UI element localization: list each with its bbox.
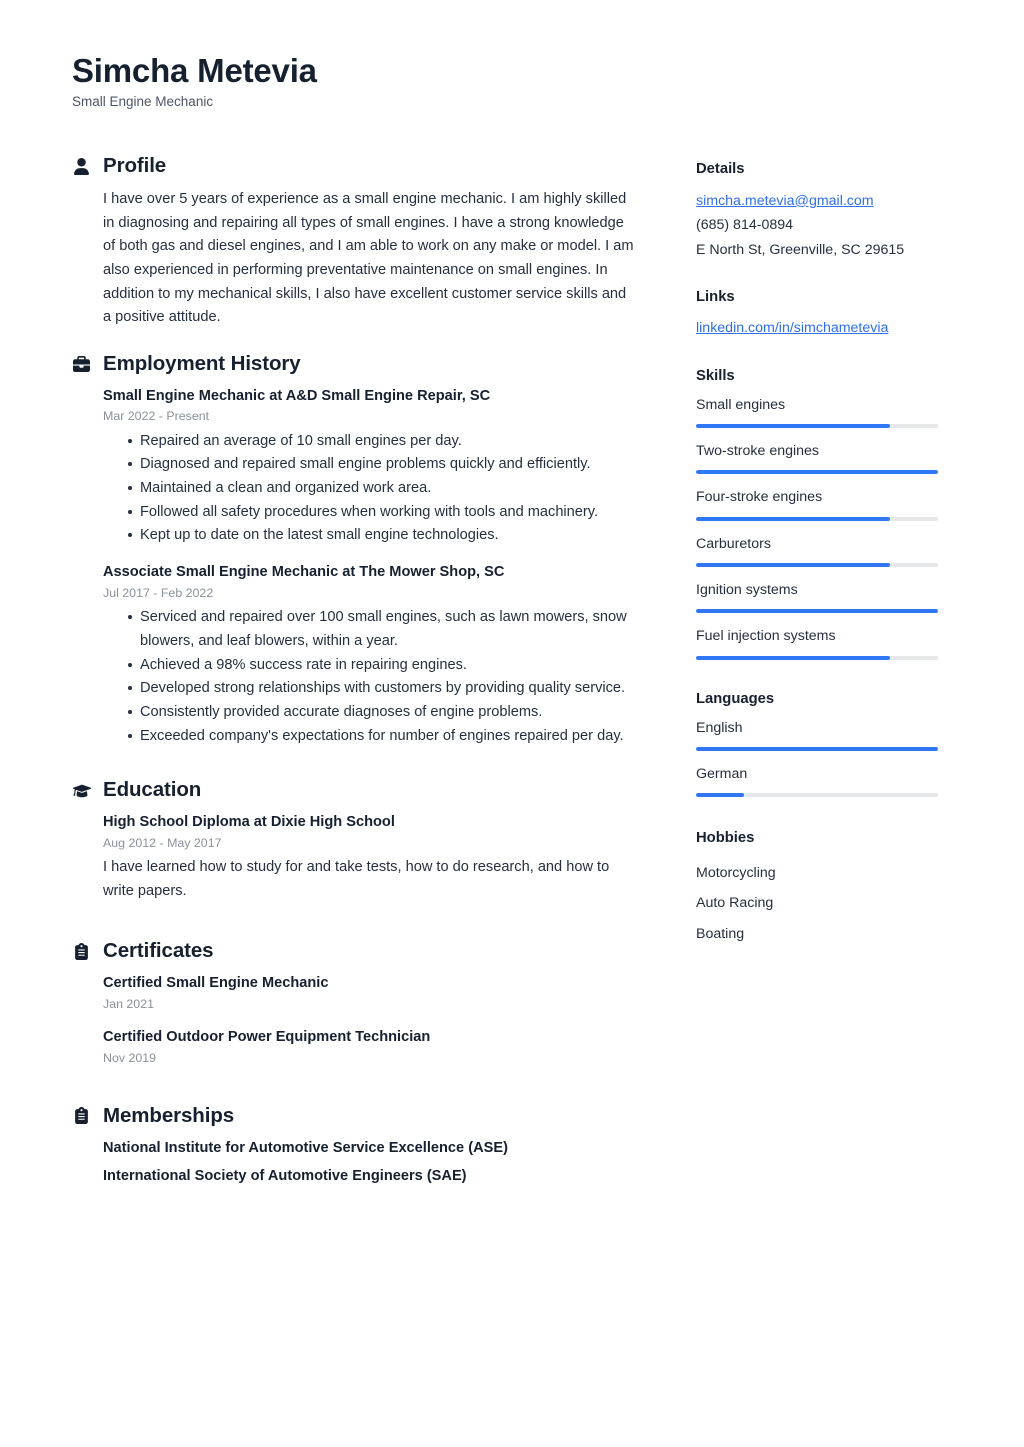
hobby-item: Auto Racing: [696, 895, 774, 912]
skill-fill: [696, 609, 938, 613]
profile-text: I have over 5 years of experience as a small engine mechanic. I am highly skilled in diagnosing and repairing all types of small engines. I have a strong knowledge of both gas and diesel engines, and I am able to work on any make or model. I am also experienced in performing preventative maintenance on small engines. In addition to my mechanical skills, I also have excellent customer service skills and a positive attitude.: [103, 191, 634, 326]
sidebar-block-languages: [696, 690, 964, 798]
skill-item: [696, 626, 964, 659]
employment-entry: [103, 386, 638, 549]
page-title: Simcha Metevia: [72, 52, 317, 89]
skill-track: [696, 563, 938, 567]
entry-title: Associate Small Engine Mechanic at The Mower Shop, SC: [103, 564, 505, 581]
skill-label: Ignition systems: [696, 582, 798, 599]
section-body: [72, 973, 638, 1068]
list-item: Achieved a 98% success rate in repairing engines.: [128, 654, 638, 678]
clipboard-icon: [72, 943, 91, 960]
list-item: Consistently provided accurate diagnoses of engine problems.: [128, 701, 638, 725]
hobby-item: Motorcycling: [696, 864, 776, 881]
language-fill: [696, 793, 744, 797]
language-fill: [696, 747, 938, 751]
skill-track: [696, 656, 938, 660]
skill-item: [696, 441, 964, 474]
entry-date: Mar 2022 - Present: [103, 409, 210, 424]
section-education: [72, 778, 638, 903]
sidebar-block-links: [696, 288, 964, 341]
skill-label: Fuel injection systems: [696, 628, 836, 645]
list-item: Diagnosed and repaired small engine problems quickly and efficiently.: [128, 453, 638, 477]
skill-fill: [696, 563, 890, 567]
phone-number: (685) 814-0894: [696, 217, 794, 234]
clipboard-icon: [72, 1107, 91, 1124]
graduation-cap-icon: [72, 782, 91, 800]
list-item: Kept up to date on the latest small engine technologies.: [128, 524, 638, 548]
skill-label: Small engines: [696, 396, 786, 413]
sidebar-block-skills: [696, 367, 964, 660]
section-header: [72, 939, 638, 964]
section-title: Memberships: [103, 1103, 235, 1127]
certificate-entry: [103, 1027, 638, 1067]
employment-entry: [103, 562, 638, 748]
section-profile: [72, 154, 638, 329]
sidebar-title: Languages: [696, 690, 775, 707]
sidebar-block-hobbies: [696, 829, 964, 949]
sidebar-column: [696, 154, 964, 975]
entry-bullets: [103, 430, 638, 548]
skill-fill: [696, 470, 938, 474]
section-memberships: [72, 1104, 638, 1188]
language-track: [696, 793, 938, 797]
sidebar-title: Details: [696, 161, 745, 178]
entry-title: Small Engine Mechanic at A&D Small Engine Repair, SC: [103, 387, 491, 404]
section-title: Profile: [103, 154, 167, 178]
education-entry: [103, 812, 638, 904]
skill-label: Two-stroke engines: [696, 443, 820, 460]
sidebar-title: Skills: [696, 367, 735, 384]
language-label: English: [696, 719, 743, 736]
skill-item: [696, 487, 964, 520]
resume-header: [72, 52, 952, 110]
skill-track: [696, 517, 938, 521]
job-title: Small Engine Mechanic: [72, 93, 214, 109]
skill-fill: [696, 656, 890, 660]
sidebar-title: Hobbies: [696, 830, 755, 847]
section-title: Employment History: [103, 351, 301, 375]
list-item: Followed all safety procedures when working with tools and machinery.: [128, 501, 638, 525]
main-column: [72, 154, 662, 1209]
skill-item: [696, 395, 964, 428]
section-header: [72, 352, 638, 377]
language-item: [696, 718, 964, 751]
skill-label: Carburetors: [696, 535, 771, 552]
section-title: Education: [103, 778, 202, 802]
section-title: Certificates: [103, 939, 214, 963]
entry-date: Jan 2021: [103, 996, 154, 1011]
hobby-item: Boating: [696, 925, 745, 942]
entry-bullets: [103, 606, 638, 748]
entry-date: Nov 2019: [103, 1051, 157, 1066]
membership-item: International Society of Automotive Engineers (SAE): [103, 1167, 467, 1184]
entry-date: Jul 2017 - Feb 2022: [103, 585, 214, 600]
list-item: Repaired an average of 10 small engines per day.: [128, 430, 638, 454]
list-item: Exceeded company's expectations for number of engines repaired per day.: [128, 725, 638, 749]
section-body: [72, 386, 638, 749]
section-body: [72, 812, 638, 904]
skill-track: [696, 609, 938, 613]
skill-fill: [696, 517, 890, 521]
section-employment-history: [72, 352, 638, 748]
language-label: German: [696, 766, 748, 783]
language-item: [696, 764, 964, 797]
section-header: [72, 1104, 638, 1129]
entry-title: Certified Outdoor Power Equipment Technician: [103, 1029, 431, 1046]
section-body: [72, 1137, 638, 1187]
linkedin-link[interactable]: linkedin.com/in/simchametevia: [696, 320, 889, 337]
resume-body: [72, 154, 952, 1209]
certificate-entry: [103, 973, 638, 1013]
sidebar-title: Links: [696, 288, 735, 305]
skill-label: Four-stroke engines: [696, 489, 823, 506]
entry-description: I have learned how to study for and take tests, how to do research, and how to write papers.: [103, 859, 610, 899]
skill-track: [696, 424, 938, 428]
address: E North St, Greenville, SC 29615: [696, 241, 905, 258]
list-item: Serviced and repaired over 100 small engines, such as lawn mowers, snow blowers, and leaf blowers, within a year.: [128, 606, 638, 653]
section-header: [72, 154, 638, 179]
skill-item: [696, 534, 964, 567]
section-header: [72, 778, 638, 803]
user-icon: [72, 158, 91, 175]
section-body: [72, 188, 638, 330]
skill-item: [696, 580, 964, 613]
entry-title: Certified Small Engine Mechanic: [103, 975, 329, 992]
skill-fill: [696, 424, 890, 428]
list-item: Developed strong relationships with customers by providing quality service.: [128, 677, 638, 701]
list-item: Maintained a clean and organized work area.: [128, 477, 638, 501]
section-certificates: [72, 939, 638, 1067]
entry-title: High School Diploma at Dixie High School: [103, 813, 395, 830]
membership-item: National Institute for Automotive Service Excellence (ASE): [103, 1140, 508, 1157]
briefcase-icon: [72, 356, 91, 373]
email-link[interactable]: simcha.metevia@gmail.com: [696, 192, 874, 209]
language-track: [696, 747, 938, 751]
sidebar-block-details: [696, 160, 964, 262]
entry-date: Aug 2012 - May 2017: [103, 835, 222, 850]
skill-track: [696, 470, 938, 474]
